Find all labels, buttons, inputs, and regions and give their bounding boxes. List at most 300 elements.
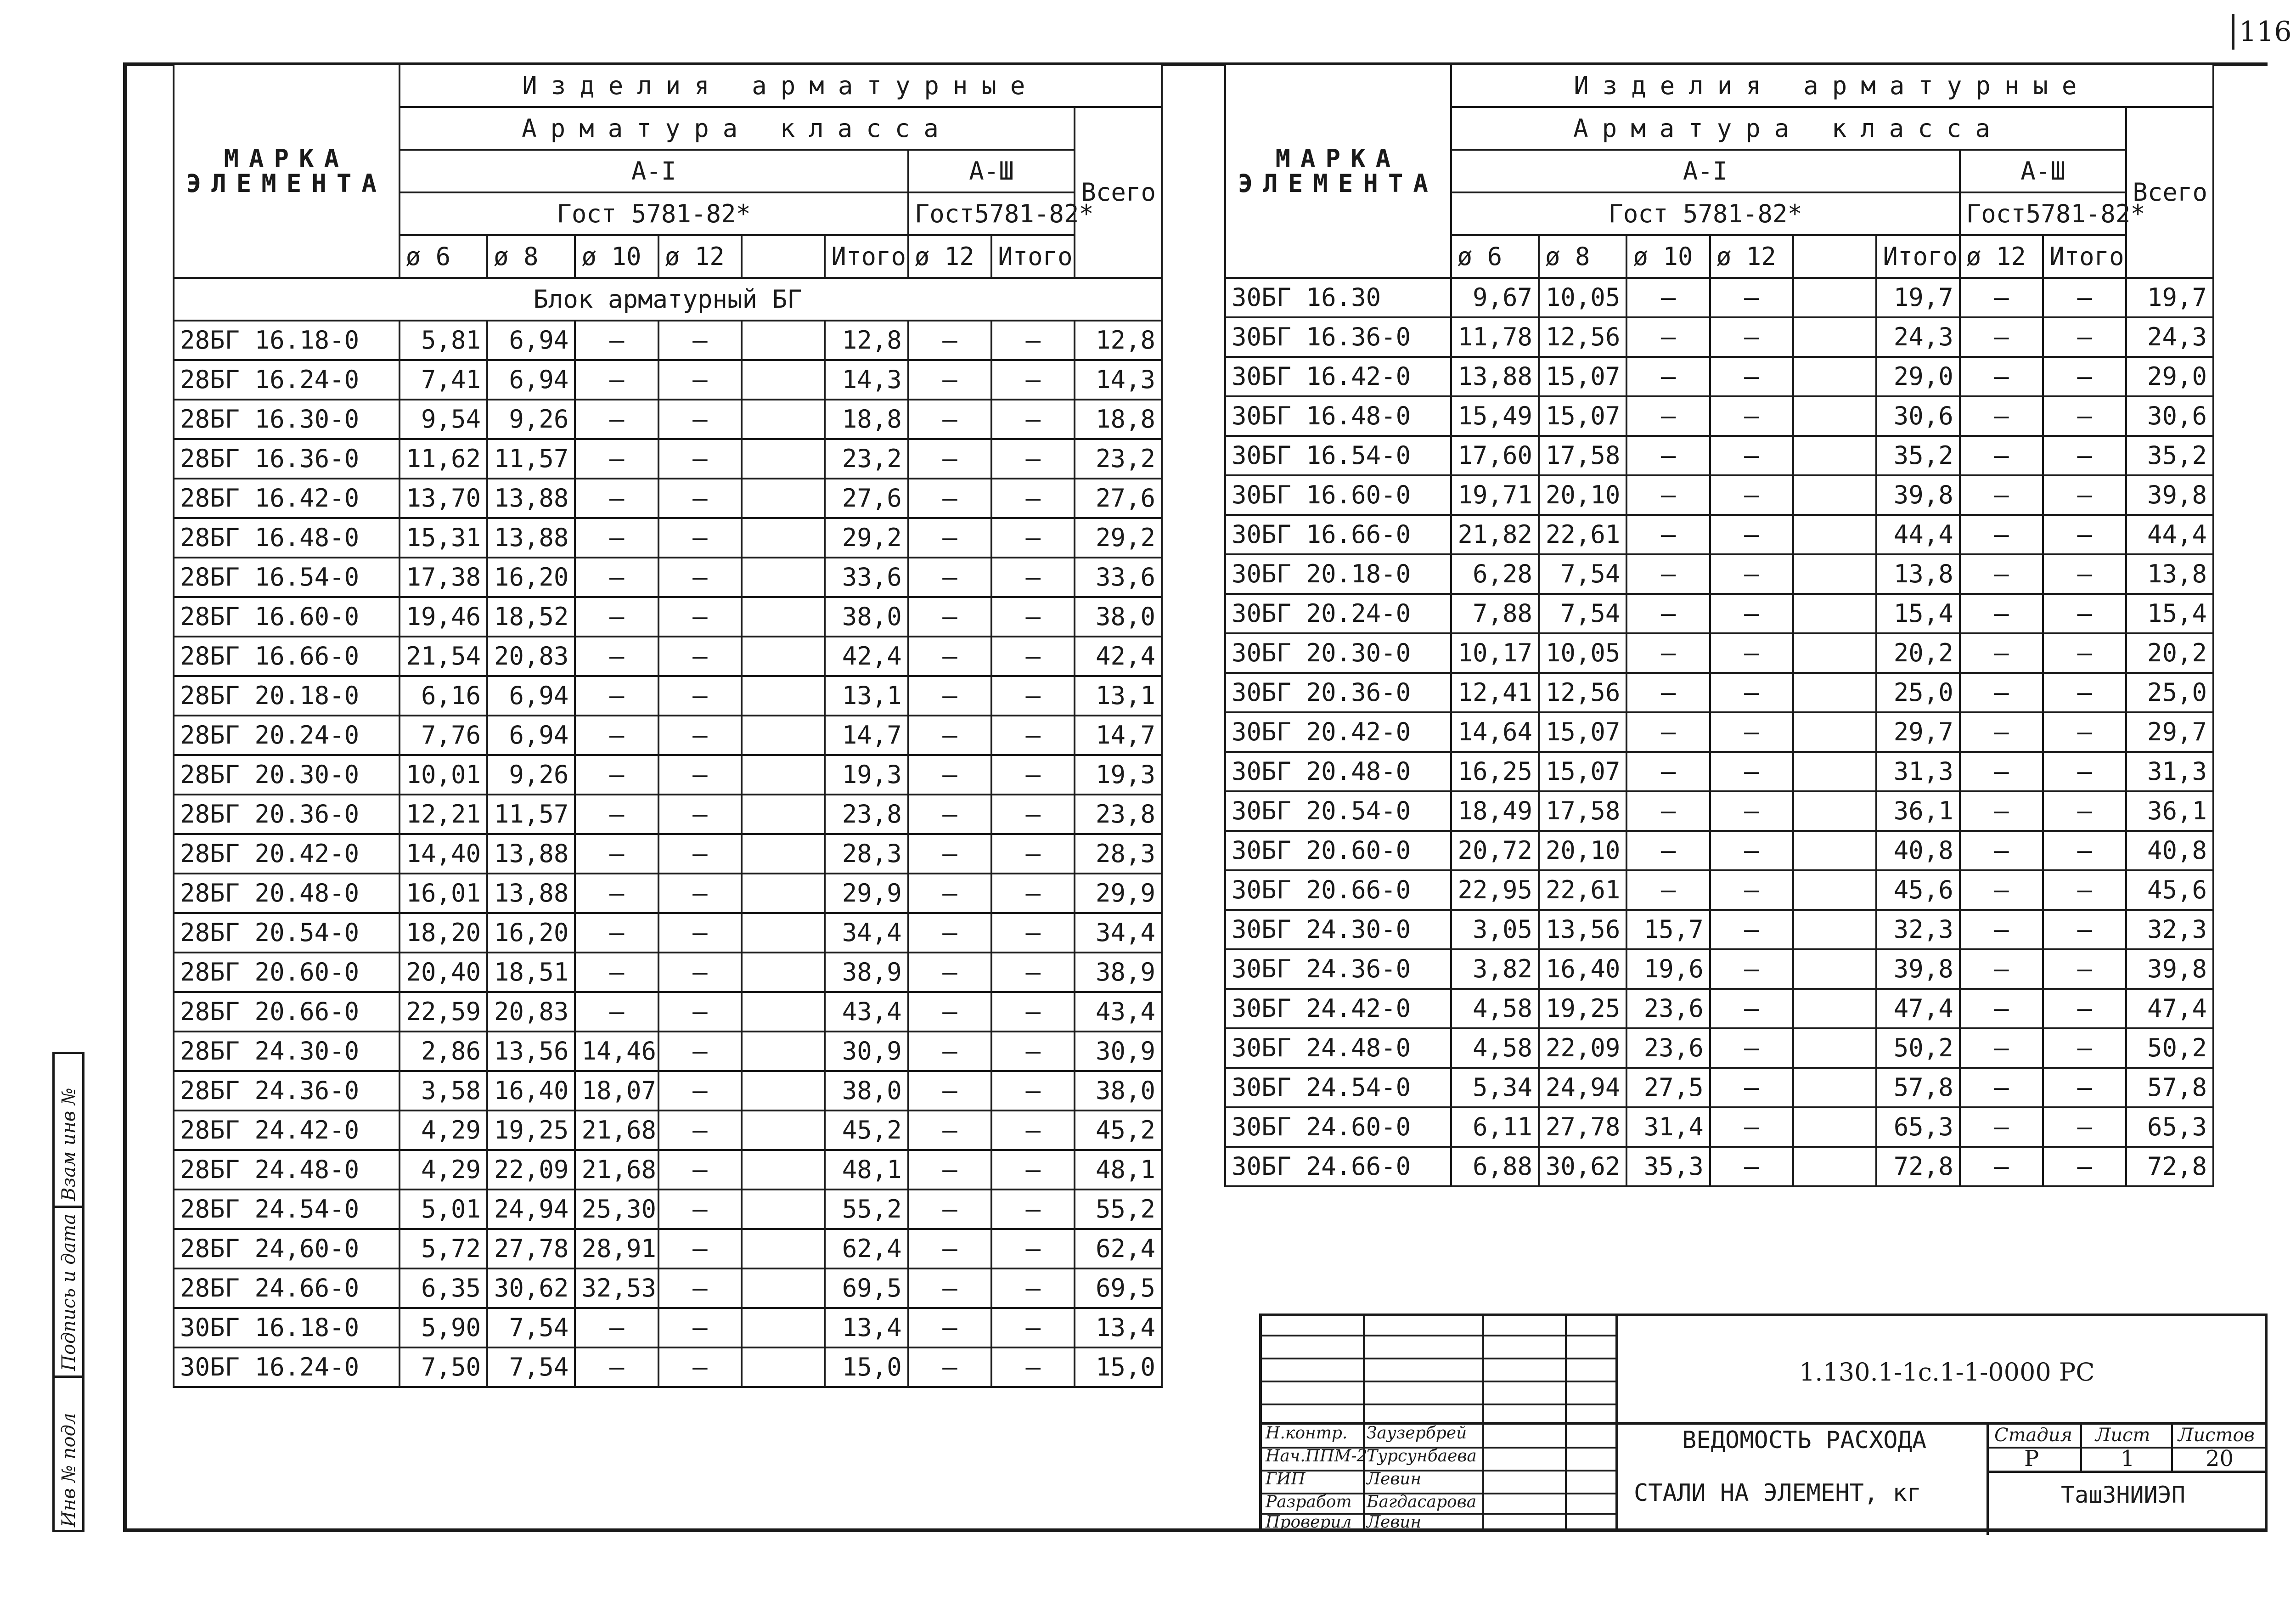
cell-value: –	[658, 913, 742, 953]
element-mark: 28БГ 24.36-0	[174, 1071, 400, 1111]
cell-value: 13,1	[825, 676, 908, 716]
cell-value: –	[575, 834, 658, 874]
cell-value	[742, 360, 825, 400]
cell-value: 6,94	[487, 360, 575, 400]
table-row	[1225, 1107, 2213, 1147]
cell-value: –	[2043, 1107, 2126, 1147]
table-row	[1225, 752, 2213, 791]
cell-value: 42,4	[1075, 637, 1162, 676]
cell-value: –	[658, 597, 742, 637]
cell-value	[742, 1111, 825, 1150]
element-mark: 30БГ 24.36-0	[1225, 949, 1451, 989]
cell-value: –	[1960, 673, 2043, 712]
cell-value: 29,9	[1075, 874, 1162, 913]
cell-value: 17,58	[1539, 436, 1626, 475]
cell-value: –	[991, 834, 1075, 874]
element-mark: 28БГ 16.36-0	[174, 439, 400, 479]
page-number: 116	[2232, 14, 2296, 50]
element-mark: 28БГ 20.66-0	[174, 992, 400, 1032]
cell-value: –	[991, 1111, 1075, 1150]
table-row	[174, 400, 1162, 439]
element-mark: 28БГ 16.60-0	[174, 597, 400, 637]
cell-value: 31,3	[1876, 752, 1959, 791]
cell-value: 20,72	[1451, 831, 1539, 870]
cell-value: –	[2043, 831, 2126, 870]
cell-value: –	[908, 716, 991, 755]
table-row	[1225, 515, 2213, 554]
element-mark: 30БГ 16.30	[1225, 278, 1451, 317]
element-mark: 30БГ 20.60-0	[1225, 831, 1451, 870]
cell-value: –	[991, 913, 1075, 953]
cell-value	[742, 1032, 825, 1071]
cell-value: –	[1960, 1147, 2043, 1186]
cell-value: 14,3	[1075, 360, 1162, 400]
side-label-inventory: Инв № подл	[58, 1413, 79, 1527]
cell-value: 28,3	[825, 834, 908, 874]
cell-value: 5,90	[400, 1308, 487, 1347]
element-mark: 28БГ 20.30-0	[174, 755, 400, 795]
cell-value: –	[1960, 752, 2043, 791]
cell-value: 62,4	[825, 1229, 908, 1268]
element-mark: 28БГ 16.42-0	[174, 479, 400, 518]
cell-value: –	[991, 637, 1075, 676]
column-header: ø 12	[1710, 235, 1793, 278]
cell-value: –	[1710, 870, 1793, 910]
cell-value: –	[1626, 831, 1710, 870]
element-mark: 30БГ 16.36-0	[1225, 317, 1451, 357]
cell-value: –	[908, 439, 991, 479]
cell-value: –	[2043, 949, 2126, 989]
cell-value	[1793, 870, 1876, 910]
cell-value: –	[2043, 515, 2126, 554]
cell-value: 13,8	[2126, 554, 2213, 594]
cell-value	[1793, 949, 1876, 989]
gost-a1: Гост 5781-82*	[1451, 192, 1960, 235]
cell-value: 3,58	[400, 1071, 487, 1111]
cell-value: –	[908, 795, 991, 834]
element-mark: 28БГ 20.60-0	[174, 953, 400, 992]
cell-value: 11,78	[1451, 317, 1539, 357]
table-row	[1225, 712, 2213, 752]
cell-value: –	[1710, 673, 1793, 712]
cell-value: 72,8	[1876, 1147, 1959, 1186]
cell-value: 20,83	[487, 992, 575, 1032]
cell-value: –	[1710, 1107, 1793, 1147]
cell-value: 7,76	[400, 716, 487, 755]
cell-value: –	[575, 439, 658, 479]
cell-value: –	[1626, 515, 1710, 554]
cell-value: –	[991, 360, 1075, 400]
cell-value: –	[658, 1308, 742, 1347]
cell-value: 11,62	[400, 439, 487, 479]
element-mark: 30БГ 20.36-0	[1225, 673, 1451, 712]
cell-value: 6,94	[487, 321, 575, 360]
cell-value: –	[658, 518, 742, 558]
table-row	[1225, 396, 2213, 436]
cell-value: –	[908, 400, 991, 439]
cell-value: –	[1710, 989, 1793, 1028]
cell-value: –	[2043, 1147, 2126, 1186]
cell-value: 20,2	[1876, 633, 1959, 673]
cell-value: –	[658, 716, 742, 755]
element-mark: 28БГ 20.36-0	[174, 795, 400, 834]
cell-value: –	[658, 1347, 742, 1387]
cell-value: 22,59	[400, 992, 487, 1032]
cell-value: 3,82	[1451, 949, 1539, 989]
cell-value	[742, 439, 825, 479]
cell-value: 33,6	[825, 558, 908, 597]
cell-value: 15,07	[1539, 396, 1626, 436]
cell-value: –	[908, 1111, 991, 1150]
cell-value: 6,28	[1451, 554, 1539, 594]
cell-value: 13,56	[487, 1032, 575, 1071]
cell-value: 43,4	[1075, 992, 1162, 1032]
cell-value: 23,6	[1626, 1028, 1710, 1068]
cell-value: –	[908, 637, 991, 676]
cell-value: 10,01	[400, 755, 487, 795]
cell-value: 65,3	[2126, 1107, 2213, 1147]
cell-value: 39,8	[1876, 475, 1959, 515]
table-row	[174, 1268, 1162, 1308]
cell-value: –	[1710, 396, 1793, 436]
stage-value: Р	[2024, 1446, 2039, 1471]
sheet-value: 1	[2121, 1446, 2135, 1471]
cell-value: 13,8	[1876, 554, 1959, 594]
cell-value: –	[2043, 554, 2126, 594]
cell-value: –	[908, 913, 991, 953]
cell-value: –	[991, 321, 1075, 360]
class-a3: А-Ш	[1960, 150, 2127, 192]
cell-value: 16,40	[1539, 949, 1626, 989]
cell-value	[742, 874, 825, 913]
cell-value: 38,9	[825, 953, 908, 992]
cell-value: 6,94	[487, 716, 575, 755]
cell-value: 19,7	[1876, 278, 1959, 317]
table-row	[174, 1308, 1162, 1347]
column-header: ø 8	[487, 235, 575, 278]
cell-value: –	[908, 874, 991, 913]
cell-value: 55,2	[825, 1190, 908, 1229]
column-header: ø 10	[575, 235, 658, 278]
cell-value: –	[908, 360, 991, 400]
cell-value: –	[658, 439, 742, 479]
cell-value: 17,58	[1539, 791, 1626, 831]
cell-value: 6,11	[1451, 1107, 1539, 1147]
cell-value: –	[1626, 673, 1710, 712]
cell-value: 7,54	[1539, 594, 1626, 633]
cell-value: 22,09	[487, 1150, 575, 1190]
cell-value: 69,5	[825, 1268, 908, 1308]
cell-value: 28,3	[1075, 834, 1162, 874]
element-mark: 30БГ 20.42-0	[1225, 712, 1451, 752]
cell-value: 21,54	[400, 637, 487, 676]
cell-value: 6,35	[400, 1268, 487, 1308]
cell-value: –	[991, 1347, 1075, 1387]
cell-value: –	[575, 755, 658, 795]
cell-value: –	[658, 1111, 742, 1150]
element-mark: 30БГ 20.66-0	[1225, 870, 1451, 910]
cell-value: 30,6	[1876, 396, 1959, 436]
cell-value: 15,4	[1876, 594, 1959, 633]
cell-value: –	[908, 676, 991, 716]
table-title: Изделия арматурные	[400, 64, 1162, 107]
table-row	[1225, 1028, 2213, 1068]
cell-value: –	[991, 1268, 1075, 1308]
cell-value: –	[1960, 831, 2043, 870]
cell-value: 14,7	[1075, 716, 1162, 755]
cell-value: 19,25	[1539, 989, 1626, 1028]
cell-value: 22,61	[1539, 870, 1626, 910]
table-row	[1225, 436, 2213, 475]
cell-value: 44,4	[2126, 515, 2213, 554]
side-label-signature: Подпись и дата	[58, 1213, 79, 1371]
cell-value: 16,01	[400, 874, 487, 913]
cell-value: 18,51	[487, 953, 575, 992]
cell-value: 27,5	[1626, 1068, 1710, 1107]
cell-value: 39,8	[2126, 949, 2213, 989]
table-row	[174, 597, 1162, 637]
gost-a1: Гост 5781-82*	[400, 192, 908, 235]
cell-value: –	[575, 637, 658, 676]
table-row	[1225, 357, 2213, 396]
cell-value: 12,41	[1451, 673, 1539, 712]
cell-value: 5,72	[400, 1229, 487, 1268]
cell-value: 18,52	[487, 597, 575, 637]
cell-value: 16,20	[487, 913, 575, 953]
cell-value: 42,4	[825, 637, 908, 676]
stage-label: Стадия	[1994, 1425, 2072, 1446]
cell-value: 20,2	[2126, 633, 2213, 673]
cell-value	[742, 1268, 825, 1308]
cell-value: –	[658, 1229, 742, 1268]
cell-value: –	[2043, 791, 2126, 831]
column-header: Итого	[2043, 235, 2126, 278]
cell-value: 22,61	[1539, 515, 1626, 554]
cell-value: 30,62	[1539, 1147, 1626, 1186]
element-mark: 30БГ 24.48-0	[1225, 1028, 1451, 1068]
element-mark: 30БГ 20.24-0	[1225, 594, 1451, 633]
cell-value	[1793, 1147, 1876, 1186]
column-header: ø 12	[908, 235, 991, 278]
cell-value: 5,01	[400, 1190, 487, 1229]
cell-value: 18,8	[825, 400, 908, 439]
cell-value: 34,4	[825, 913, 908, 953]
cell-value: –	[658, 321, 742, 360]
cell-value: 9,26	[487, 400, 575, 439]
cell-value: 45,6	[2126, 870, 2213, 910]
cell-value: 15,31	[400, 518, 487, 558]
column-header: Итого	[991, 235, 1075, 278]
stamp-role: Н.контр.	[1266, 1424, 1348, 1443]
cell-value: 27,78	[1539, 1107, 1626, 1147]
total-header: Всего	[2126, 107, 2213, 278]
cell-value: –	[2043, 712, 2126, 752]
element-mark: 28БГ 20.24-0	[174, 716, 400, 755]
cell-value: –	[1960, 1068, 2043, 1107]
cell-value: –	[1626, 791, 1710, 831]
cell-value	[742, 518, 825, 558]
cell-value: –	[658, 834, 742, 874]
cell-value: 13,4	[825, 1308, 908, 1347]
cell-value	[742, 1071, 825, 1111]
cell-value: 23,2	[1075, 439, 1162, 479]
section-header: Блок арматурный БГ	[174, 278, 1162, 321]
cell-value: –	[2043, 1028, 2126, 1068]
cell-value: –	[1960, 317, 2043, 357]
cell-value: –	[1710, 475, 1793, 515]
cell-value: –	[575, 558, 658, 597]
cell-value: 15,7	[1626, 910, 1710, 949]
column-header	[742, 235, 825, 278]
table-row	[174, 1190, 1162, 1229]
cell-value: –	[1960, 949, 2043, 989]
cell-value	[1793, 515, 1876, 554]
cell-value: 15,07	[1539, 712, 1626, 752]
cell-value: 48,1	[1075, 1150, 1162, 1190]
cell-value: 6,94	[487, 676, 575, 716]
cell-value: –	[575, 360, 658, 400]
cell-value: 24,94	[487, 1190, 575, 1229]
cell-value	[1793, 554, 1876, 594]
element-mark: 28БГ 24.66-0	[174, 1268, 400, 1308]
cell-value: 29,7	[2126, 712, 2213, 752]
cell-value: –	[1960, 633, 2043, 673]
gost-a3: Гост5781-82*	[908, 192, 1075, 235]
cell-value: –	[1710, 436, 1793, 475]
cell-value: –	[1626, 436, 1710, 475]
cell-value: –	[1960, 1107, 2043, 1147]
cell-value: 15,07	[1539, 357, 1626, 396]
table-row	[174, 1032, 1162, 1071]
cell-value	[742, 1150, 825, 1190]
table-row	[1225, 633, 2213, 673]
cell-value: 20,10	[1539, 831, 1626, 870]
cell-value: –	[575, 518, 658, 558]
cell-value: –	[658, 637, 742, 676]
cell-value: –	[991, 400, 1075, 439]
cell-value: –	[908, 1150, 991, 1190]
side-stamp	[52, 1052, 84, 1532]
cell-value	[742, 953, 825, 992]
cell-value: 23,6	[1626, 989, 1710, 1028]
cell-value: –	[2043, 1068, 2126, 1107]
stamp-role: Проверил	[1266, 1513, 1352, 1532]
cell-value	[1793, 1068, 1876, 1107]
cell-value: –	[658, 558, 742, 597]
table-row	[174, 321, 1162, 360]
cell-value	[1793, 712, 1876, 752]
cell-value: 16,20	[487, 558, 575, 597]
cell-value: –	[1710, 1068, 1793, 1107]
cell-value: –	[908, 479, 991, 518]
cell-value: 10,05	[1539, 633, 1626, 673]
cell-value: 28,91	[575, 1229, 658, 1268]
cell-value: 21,68	[575, 1150, 658, 1190]
cell-value: –	[1626, 554, 1710, 594]
cell-value: 24,3	[1876, 317, 1959, 357]
cell-value: –	[2043, 396, 2126, 436]
side-label-replaced: Взам инв №	[58, 1088, 79, 1201]
cell-value: –	[658, 1071, 742, 1111]
cell-value: –	[1710, 633, 1793, 673]
element-mark: 28БГ 16.54-0	[174, 558, 400, 597]
cell-value: 29,2	[825, 518, 908, 558]
cell-value	[1793, 357, 1876, 396]
cell-value: –	[658, 1190, 742, 1229]
table-row	[174, 1111, 1162, 1150]
table-row	[1225, 278, 2213, 317]
cell-value: 47,4	[2126, 989, 2213, 1028]
cell-value	[1793, 831, 1876, 870]
element-mark: 28БГ 16.48-0	[174, 518, 400, 558]
cell-value: –	[908, 1032, 991, 1071]
cell-value: 11,57	[487, 439, 575, 479]
cell-value	[742, 755, 825, 795]
cell-value: –	[991, 992, 1075, 1032]
cell-value: –	[2043, 673, 2126, 712]
table-row	[174, 637, 1162, 676]
cell-value: –	[991, 1032, 1075, 1071]
right-steel-table	[1224, 63, 2214, 1187]
cell-value: 15,07	[1539, 752, 1626, 791]
cell-value: 25,0	[2126, 673, 2213, 712]
cell-value: 4,58	[1451, 989, 1539, 1028]
cell-value: –	[1710, 910, 1793, 949]
cell-value: 24,94	[1539, 1068, 1626, 1107]
cell-value: –	[1960, 278, 2043, 317]
element-mark: 30БГ 24.30-0	[1225, 910, 1451, 949]
cell-value: –	[1960, 989, 2043, 1028]
cell-value: 7,54	[487, 1347, 575, 1387]
cell-value: –	[908, 597, 991, 637]
element-mark: 30БГ 20.48-0	[1225, 752, 1451, 791]
cell-value: 13,88	[1451, 357, 1539, 396]
cell-value: –	[1710, 712, 1793, 752]
cell-value: –	[575, 1308, 658, 1347]
cell-value: –	[1626, 317, 1710, 357]
cell-value: –	[1960, 594, 2043, 633]
cell-value: –	[908, 1190, 991, 1229]
cell-value: –	[908, 1229, 991, 1268]
cell-value	[742, 913, 825, 953]
cell-value: –	[1626, 357, 1710, 396]
cell-value: –	[2043, 357, 2126, 396]
column-header: ø 6	[400, 235, 487, 278]
cell-value: 23,8	[825, 795, 908, 834]
cell-value: 19,6	[1626, 949, 1710, 989]
cell-value: 13,70	[400, 479, 487, 518]
cell-value: 30,6	[2126, 396, 2213, 436]
stamp-name: Турсунбаева	[1367, 1447, 1477, 1466]
cell-value: –	[2043, 436, 2126, 475]
element-mark: 28БГ 24.48-0	[174, 1150, 400, 1190]
stamp-role: Нач.ППМ-2	[1266, 1447, 1367, 1466]
class-a3: А-Ш	[908, 150, 1075, 192]
element-mark: 30БГ 24.60-0	[1225, 1107, 1451, 1147]
element-mark: 30БГ 16.18-0	[174, 1308, 400, 1347]
cell-value: –	[1710, 831, 1793, 870]
stamp-role: Разработ	[1266, 1493, 1352, 1511]
cell-value: 35,2	[2126, 436, 2213, 475]
cell-value	[742, 479, 825, 518]
cell-value	[742, 676, 825, 716]
cell-value: 33,6	[1075, 558, 1162, 597]
cell-value: –	[908, 992, 991, 1032]
cell-value: –	[1626, 752, 1710, 791]
column-header: Итого	[1876, 235, 1959, 278]
cell-value: –	[2043, 475, 2126, 515]
cell-value: 13,88	[487, 518, 575, 558]
